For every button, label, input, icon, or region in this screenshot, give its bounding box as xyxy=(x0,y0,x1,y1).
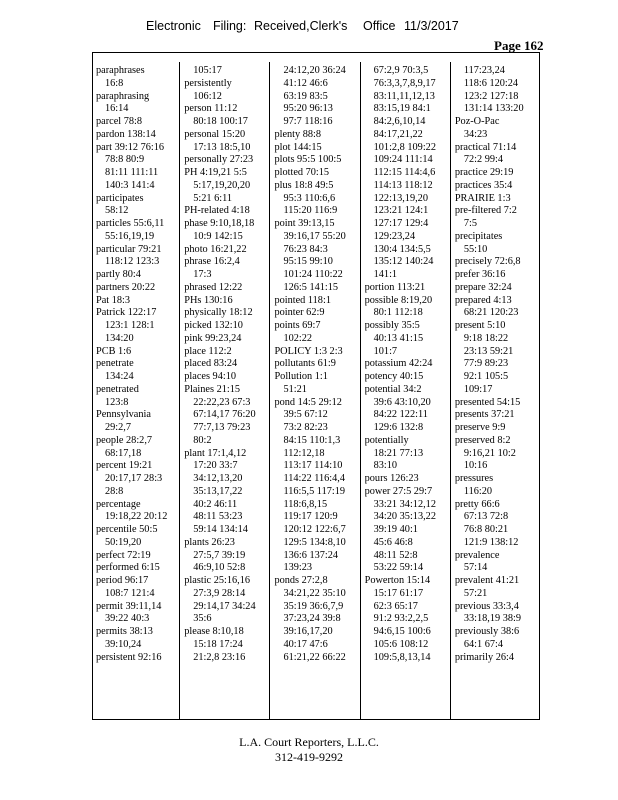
index-page-refs: 102:22 xyxy=(283,332,313,344)
index-page-refs: 48:11 53:23 xyxy=(193,511,243,523)
index-page-refs: 35:6 xyxy=(193,613,212,625)
index-entry: Powerton 15:14 xyxy=(364,575,431,586)
index-page-refs: 67:13 72:8 xyxy=(463,511,509,523)
index-entry: penetrate xyxy=(96,358,134,370)
index-page-refs: 46:9,10 52:8 xyxy=(193,562,246,574)
index-page-refs: 64:1 67:4 xyxy=(463,638,503,650)
index-entry: part 39:12 76:16 xyxy=(96,141,165,153)
index-entry: Pennsylvania xyxy=(96,409,151,421)
index-page-refs: 22:22,23 67:3 xyxy=(193,396,251,408)
index-page-refs: 136:6 137:24 xyxy=(283,549,339,561)
index-entry: persistently xyxy=(184,77,232,89)
index-entry: PH 4:19,21 5:5 xyxy=(184,167,247,178)
index-page-refs: 40:2 46:11 xyxy=(193,498,238,510)
index-page-refs: 17:20 33:7 xyxy=(193,460,238,472)
index-page-refs: 21:2,8 23:16 xyxy=(193,651,246,663)
index-page-refs: 134:20 xyxy=(105,332,134,344)
index-page-refs: 116:5,5 117:19 xyxy=(283,485,346,497)
index-page-refs: 123:21 124:1 xyxy=(373,205,429,217)
index-page-refs: 84:17,21,22 xyxy=(373,128,423,140)
index-page-refs: 76:23 84:3 xyxy=(283,243,328,255)
index-entry: precisely 72:6,8 xyxy=(454,256,521,268)
index-page-refs: 119:17 120:9 xyxy=(283,511,338,523)
index-page-refs: 39:6 43:10,20 xyxy=(373,396,431,408)
index-entry: Poz-O-Pac xyxy=(454,116,500,127)
index-entry: present 5:10 xyxy=(454,320,506,331)
index-page-refs: 7:5 xyxy=(463,218,477,229)
index-page-refs: 116:20 xyxy=(463,485,493,497)
index-page-refs: 114:13 118:12 xyxy=(373,179,433,191)
index-page-refs: 68:17,18 xyxy=(105,447,142,459)
index-page-refs: 115:20 116:9 xyxy=(283,205,338,217)
index-entry: phase 9:10,18,18 xyxy=(184,218,255,229)
index-page-refs: 48:11 52:8 xyxy=(373,549,418,561)
index-page-refs: 10:9 142:15 xyxy=(193,230,243,242)
index-page-refs: 39:16,17 55:20 xyxy=(283,230,346,242)
index-page-refs: 108:7 121:4 xyxy=(105,587,155,599)
index-page-refs: 27:5,7 39:19 xyxy=(193,549,246,561)
index-page-refs: 77:9 89:23 xyxy=(463,358,509,370)
index-column-5 xyxy=(450,62,540,720)
header-office: Office xyxy=(363,19,396,33)
index-page-refs: 28:8 xyxy=(105,485,124,497)
index-entry: picked 132:10 xyxy=(184,320,243,331)
index-entry: pointed 118:1 xyxy=(274,294,331,306)
index-entry: prepared 4:13 xyxy=(454,294,512,306)
index-page-refs: 95:15 99:10 xyxy=(283,256,333,268)
index-entry: percentile 50:5 xyxy=(96,524,158,535)
index-entry: plot 144:15 xyxy=(274,141,322,153)
index-page-refs: 29:14,17 34:24 xyxy=(193,600,256,612)
index-page-refs: 83:10 xyxy=(373,460,398,472)
index-page-refs: 84:15 110:1,3 xyxy=(283,434,341,446)
index-entry: PRAIRIE 1:3 xyxy=(454,192,511,204)
index-page-refs: 55:10 xyxy=(463,243,488,255)
index-page-refs: 131:14 133:20 xyxy=(463,103,524,115)
index-entry: possible 8:19,20 xyxy=(364,294,433,306)
index-page-refs: 73:2 82:23 xyxy=(283,422,328,433)
index-column-4 xyxy=(360,62,450,720)
index-page-refs: 118:12 123:3 xyxy=(105,256,160,268)
index-page-refs: 94:6,15 100:6 xyxy=(373,626,431,637)
index-page-refs: 127:17 129:4 xyxy=(373,218,429,229)
index-page-refs: 118:6 120:24 xyxy=(463,77,519,89)
index-entry: pressures xyxy=(454,473,494,484)
index-page-refs: 123:2 127:18 xyxy=(463,90,519,102)
index-page-refs: 17:13 18:5,10 xyxy=(193,141,251,153)
index-page-refs: 97:7 118:16 xyxy=(283,116,333,127)
index-entry: permit 39:11,14 xyxy=(96,600,162,612)
index-page-refs: 20:17,17 28:3 xyxy=(105,473,163,484)
index-page-refs: 114:22 116:4,4 xyxy=(283,473,346,484)
index-page-refs: 78:8 80:9 xyxy=(105,154,145,166)
index-page-refs: 95:3 110:6,6 xyxy=(283,192,336,204)
index-page-refs: 141:1 xyxy=(373,269,398,280)
index-entry: pre-filtered 7:2 xyxy=(454,205,517,217)
index-page-refs: 134:24 xyxy=(105,371,134,382)
index-entry: previous 33:3,4 xyxy=(454,600,519,612)
index-column-1 xyxy=(92,62,179,720)
index-entry: percent 19:21 xyxy=(96,460,153,472)
index-entry: PCB 1:6 xyxy=(96,345,132,357)
index-entry: Plaines 21:15 xyxy=(184,383,241,395)
index-page-refs: 123:1 128:1 xyxy=(105,320,155,331)
index-entry: person 11:12 xyxy=(184,103,238,115)
index-entry: paraphrasing xyxy=(96,90,150,102)
index-entry: points 69:7 xyxy=(274,320,321,331)
index-entry: plotted 70:15 xyxy=(274,167,330,178)
index-entry: participates xyxy=(96,192,144,204)
index-entry: physically 18:12 xyxy=(184,307,253,319)
index-entry: please 8:10,18 xyxy=(184,626,244,637)
index-entry: practices 35:4 xyxy=(454,179,513,191)
index-entry: primarily 26:4 xyxy=(454,651,515,663)
index-entry: pretty 66:6 xyxy=(454,498,500,510)
index-entry: phrase 16:2,4 xyxy=(184,256,240,268)
index-page-refs: 10:16 xyxy=(463,460,488,472)
index-entry: paraphrases xyxy=(96,65,145,76)
index-page-refs: 39:5 67:12 xyxy=(283,409,328,421)
index-page-refs: 16:8 xyxy=(105,77,124,89)
index-page-refs: 15:17 61:17 xyxy=(373,587,424,599)
index-entry: parcel 78:8 xyxy=(96,116,143,127)
index-page-refs: 19:18,22 20:12 xyxy=(105,511,168,523)
index-page-refs: 5:17,19,20,20 xyxy=(193,179,251,191)
index-page-refs: 41:12 46:6 xyxy=(283,77,328,89)
index-page-refs: 39:19 40:1 xyxy=(373,524,418,535)
index-entry: practice 29:19 xyxy=(454,167,514,178)
index-page-refs: 9:16,21 10:2 xyxy=(463,447,516,459)
index-entry: plots 95:5 100:5 xyxy=(274,154,342,166)
index-page-refs: 18:21 77:13 xyxy=(373,447,424,459)
index-page-refs: 105:17 xyxy=(193,65,222,76)
index-entry: Pollution 1:1 xyxy=(274,371,328,382)
index-page-refs: 77:7,13 79:23 xyxy=(193,422,251,433)
index-page-refs: 34:20 35:13,22 xyxy=(373,511,436,523)
index-page-refs: 80:2 xyxy=(193,434,212,446)
footer-company: L.A. Court Reporters, L.L.C. xyxy=(239,735,379,749)
index-entry: point 39:13,15 xyxy=(274,218,335,229)
index-page-refs: 120:12 122:6,7 xyxy=(283,524,346,535)
index-entry: places 94:10 xyxy=(184,371,237,382)
index-page-refs: 55:16,19,19 xyxy=(105,230,155,242)
index-page-refs: 5:21 6:11 xyxy=(193,192,233,204)
header-electronic: Electronic xyxy=(146,19,201,33)
index-page-refs: 83:15,19 84:1 xyxy=(373,103,431,115)
index-page-refs: 84:22 122:11 xyxy=(373,409,428,421)
index-page-refs: 29:2,7 xyxy=(105,422,132,433)
header-received: Received,Clerk's xyxy=(254,19,348,33)
index-page-refs: 83:11,11,12,13 xyxy=(373,90,435,102)
index-page-refs: 140:3 141:4 xyxy=(105,179,155,191)
index-entry: plenty 88:8 xyxy=(274,128,322,140)
index-page-refs: 40:17 47:6 xyxy=(283,638,328,650)
index-page-refs: 113:17 114:10 xyxy=(283,460,343,472)
index-entry: portion 113:21 xyxy=(364,281,426,293)
index-entry: potential 34:2 xyxy=(364,383,422,395)
index-page-refs: 17:3 xyxy=(193,269,212,280)
index-entry: penetrated xyxy=(96,383,139,395)
index-page-refs: 112:15 114:4,6 xyxy=(373,167,436,178)
index-page-refs: 45:6 46:8 xyxy=(373,536,413,548)
index-page-refs: 126:5 141:15 xyxy=(283,281,339,293)
index-page-refs: 105:6 108:12 xyxy=(373,638,429,650)
index-entry: pointer 62:9 xyxy=(274,307,325,319)
word-index-columns xyxy=(92,62,540,720)
index-page-refs: 139:23 xyxy=(283,562,313,574)
index-entry: presented 54:15 xyxy=(454,396,521,408)
index-entry: power 27:5 29:7 xyxy=(364,485,433,497)
index-entry: plants 26:23 xyxy=(184,536,235,548)
index-page-refs: 58:12 xyxy=(105,205,129,217)
index-entry: permits 38:13 xyxy=(96,626,153,637)
index-entry: Pat 18:3 xyxy=(96,294,131,306)
index-entry: potency 40:15 xyxy=(364,371,424,382)
index-entry: prevalence xyxy=(454,549,500,561)
index-entry: possibly 35:5 xyxy=(364,320,420,331)
index-page-refs: 34:21,22 35:10 xyxy=(283,587,346,599)
index-entry: period 96:17 xyxy=(96,575,149,586)
index-page-refs: 91:2 93:2,2,5 xyxy=(373,613,429,625)
index-entry: prefer 36:16 xyxy=(454,269,506,280)
index-page-refs: 61:21,22 66:22 xyxy=(283,651,346,663)
index-entry: phrased 12:22 xyxy=(184,281,243,293)
index-entry: photo 16:21,22 xyxy=(184,243,247,255)
index-page-refs: 122:13,19,20 xyxy=(373,192,428,204)
index-entry: prevalent 41:21 xyxy=(454,575,520,586)
index-entry: partners 20:22 xyxy=(96,281,156,293)
index-column-2 xyxy=(179,62,269,720)
index-page-refs: 23:13 59:21 xyxy=(463,345,514,357)
index-entry: prepare 32:24 xyxy=(454,281,512,293)
index-entry: pours 126:23 xyxy=(364,473,419,484)
index-entry: pollutants 61:9 xyxy=(274,358,336,370)
footer-phone: 312-419-9292 xyxy=(275,750,343,764)
index-page-refs: 9:18 18:22 xyxy=(463,332,509,344)
index-page-refs: 40:13 41:15 xyxy=(373,332,424,344)
index-page-refs: 80:18 100:17 xyxy=(193,116,248,127)
index-entry: PH-related 4:18 xyxy=(184,205,250,217)
index-page-refs: 95:20 96:13 xyxy=(283,103,333,115)
index-page-refs: 27:3,9 28:14 xyxy=(193,587,246,599)
index-page-refs: 112:12,18 xyxy=(283,447,325,459)
index-entry: personally 27:23 xyxy=(184,154,254,166)
header-filing: Filing: xyxy=(213,19,247,33)
index-page-refs: 33:18,19 38:9 xyxy=(463,613,522,625)
index-entry: preserve 9:9 xyxy=(454,422,506,433)
index-entry: pardon 138:14 xyxy=(96,128,156,140)
index-page-refs: 24:12,20 36:24 xyxy=(283,65,346,76)
index-page-refs: 62:3 65:17 xyxy=(373,600,418,612)
index-page-refs: 92:1 105:5 xyxy=(463,371,509,382)
index-page-refs: 51:21 xyxy=(283,383,307,395)
index-page-refs: 67:2,9 70:3,5 xyxy=(373,65,429,76)
index-page-refs: 37:23,24 39:8 xyxy=(283,613,341,625)
index-page-refs: 72:2 99:4 xyxy=(463,154,503,166)
index-page-refs: 129:23,24 xyxy=(373,230,416,242)
index-page-refs: 76:8 80:21 xyxy=(463,524,509,535)
index-entry: plant 17:1,4,12 xyxy=(184,447,247,459)
index-page-refs: 34:23 xyxy=(463,128,488,140)
index-entry: performed 6:15 xyxy=(96,562,160,574)
index-entry: practical 71:14 xyxy=(454,141,517,153)
index-page-refs: 35:19 36:6,7,9 xyxy=(283,600,344,612)
index-entry: placed 83:24 xyxy=(184,358,238,370)
index-entry: presents 37:21 xyxy=(454,409,515,421)
index-page-refs: 80:1 112:18 xyxy=(373,307,423,319)
index-page-refs: 101:24 110:22 xyxy=(283,269,343,280)
index-page-refs: 59:14 134:14 xyxy=(193,524,248,535)
header-date: 11/3/2017 xyxy=(404,19,459,33)
index-page-refs: 16:14 xyxy=(105,103,129,115)
index-page-refs: 130:4 134:5,5 xyxy=(373,243,431,255)
index-entry: plastic 25:16,16 xyxy=(184,575,251,586)
index-page-refs: 39:22 40:3 xyxy=(105,613,150,625)
page-number: Page 162 xyxy=(494,38,544,53)
index-column-3 xyxy=(269,62,359,720)
index-entry: preserved 8:2 xyxy=(454,434,511,446)
index-page-refs: 129:5 134:8,10 xyxy=(283,536,346,548)
index-entry: place 112:2 xyxy=(184,345,232,357)
index-page-refs: 123:8 xyxy=(105,396,129,408)
index-entry: previously 38:6 xyxy=(454,626,520,637)
index-entry: potassium 42:24 xyxy=(364,358,433,370)
index-page-refs: 129:6 132:8 xyxy=(373,422,424,433)
index-page-refs: 68:21 120:23 xyxy=(463,307,519,319)
index-page-refs: 34:12,13,20 xyxy=(193,473,243,484)
index-entry: particular 79:21 xyxy=(96,243,162,255)
index-page-refs: 57:14 xyxy=(463,562,488,574)
index-entry: plus 18:8 49:5 xyxy=(274,179,334,191)
index-page-refs: 101:7 xyxy=(373,345,398,357)
index-page-refs: 63:19 83:5 xyxy=(283,90,328,102)
index-entry: persistent 92:16 xyxy=(96,651,162,663)
index-page-refs: 57:21 xyxy=(463,587,488,599)
index-page-refs: 35:13,17,22 xyxy=(193,485,243,497)
index-entry: PHs 130:16 xyxy=(184,294,233,306)
index-entry: partly 80:4 xyxy=(96,269,141,280)
index-entry: pink 99:23,24 xyxy=(184,332,242,344)
index-entry: POLICY 1:3 2:3 xyxy=(274,345,343,357)
index-page-refs: 39:10,24 xyxy=(105,638,142,650)
index-entry: pond 14:5 29:12 xyxy=(274,396,342,408)
index-page-refs: 50:19,20 xyxy=(105,536,142,548)
index-entry: potentially xyxy=(364,434,409,446)
index-entry: ponds 27:2,8 xyxy=(274,575,328,586)
index-page-refs: 109:5,8,13,14 xyxy=(373,651,431,663)
index-entry: particles 55:6,11 xyxy=(96,218,165,229)
index-page-refs: 109:17 xyxy=(463,383,493,395)
index-page-refs: 84:2,6,10,14 xyxy=(373,116,426,127)
index-page-refs: 106:12 xyxy=(193,90,222,102)
index-page-refs: 15:18 17:24 xyxy=(193,638,243,650)
index-entry: percentage xyxy=(96,498,141,510)
index-page-refs: 33:21 34:12,12 xyxy=(373,498,436,510)
index-entry: personal 15:20 xyxy=(184,128,246,140)
index-page-refs: 117:23,24 xyxy=(463,65,505,76)
index-page-refs: 118:6,8,15 xyxy=(283,498,328,510)
index-page-refs: 81:11 111:11 xyxy=(105,167,159,178)
index-entry: perfect 72:19 xyxy=(96,549,151,561)
index-entry: precipitates xyxy=(454,230,503,242)
index-entry: people 28:2,7 xyxy=(96,434,153,446)
index-page-refs: 39:16,17,20 xyxy=(283,626,333,637)
index-page-refs: 67:14,17 76:20 xyxy=(193,409,256,421)
index-page-refs: 76:3,3,7,8,9,17 xyxy=(373,77,436,89)
index-page-refs: 109:24 111:14 xyxy=(373,154,433,166)
index-entry: Patrick 122:17 xyxy=(96,307,157,319)
index-page-refs: 135:12 140:24 xyxy=(373,256,434,268)
index-page-refs: 53:22 59:14 xyxy=(373,562,424,574)
index-page-refs: 101:2,8 109:22 xyxy=(373,141,436,153)
index-page-refs: 121:9 138:12 xyxy=(463,536,519,548)
